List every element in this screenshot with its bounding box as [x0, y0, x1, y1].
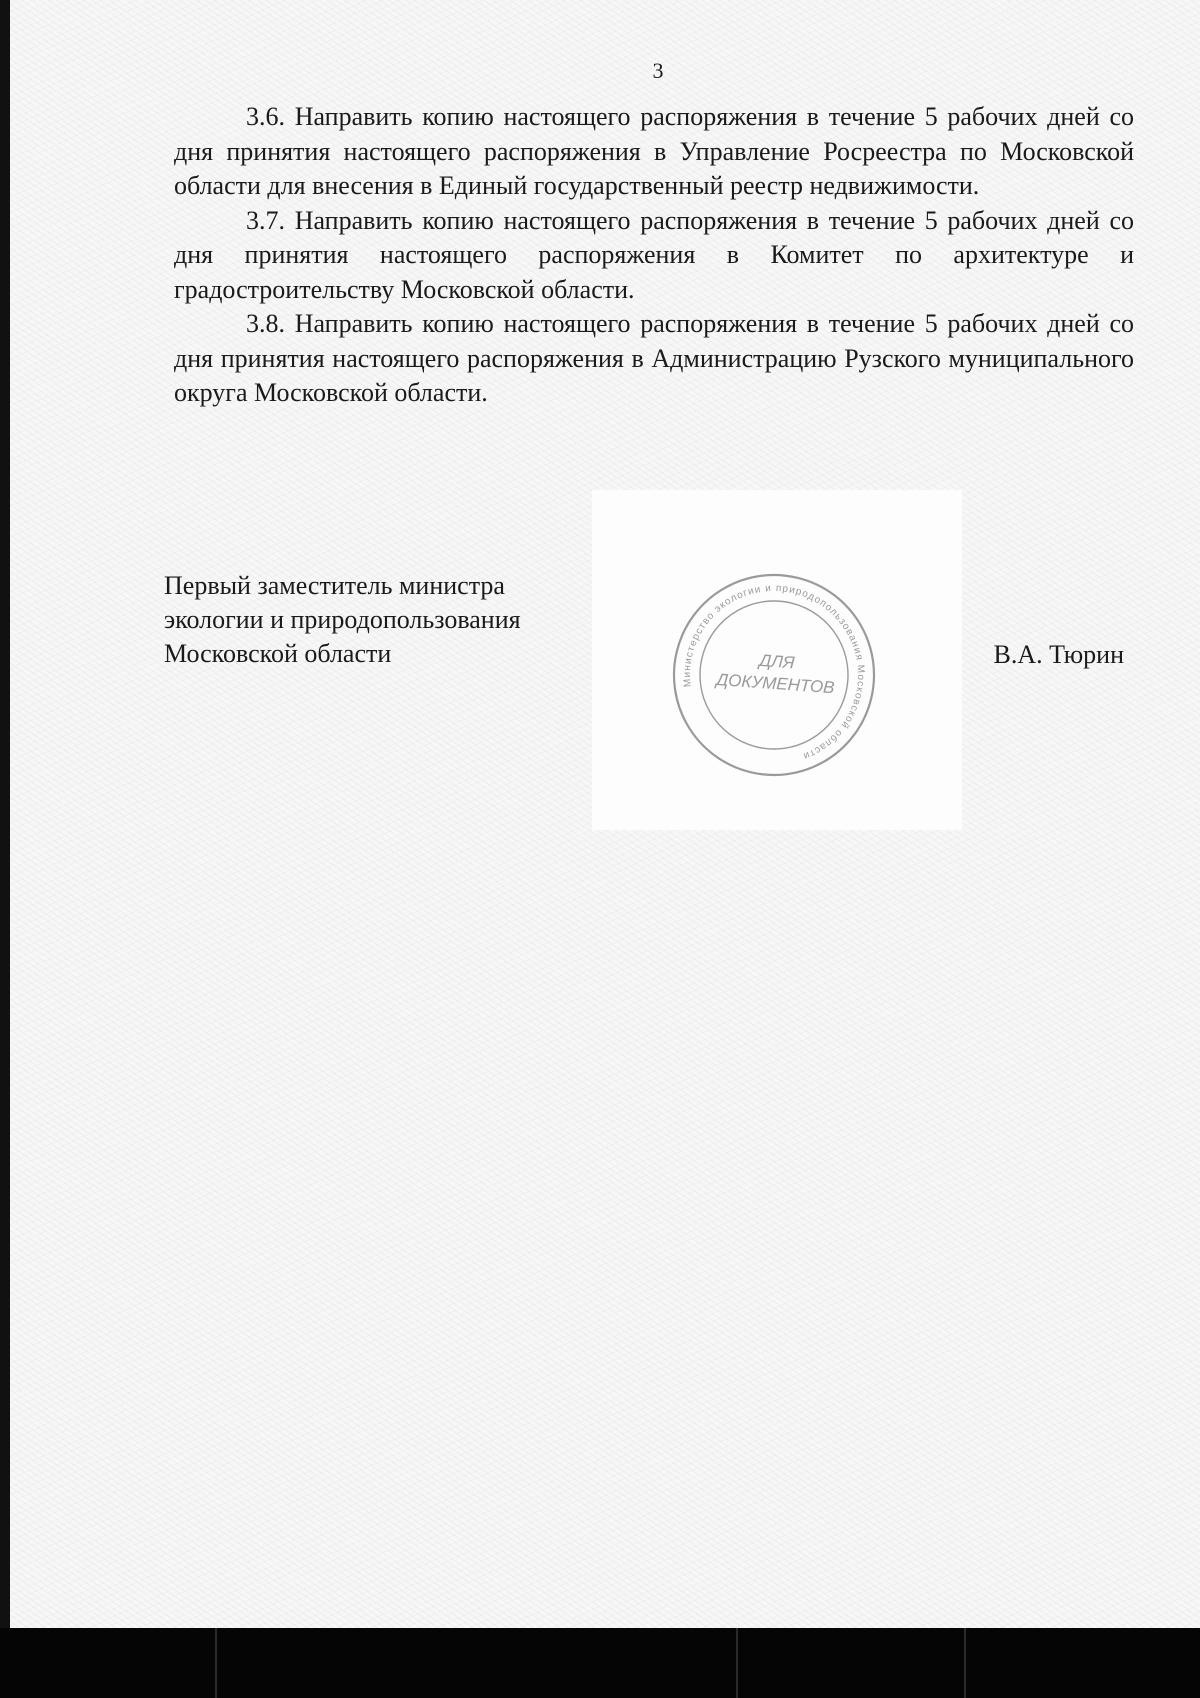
scan-left-edge: [0, 0, 10, 1628]
signatory-position-line-3: Московской области: [164, 639, 392, 668]
signatory-position-line-1: Первый заместитель министра: [164, 571, 505, 600]
page-number: 3: [652, 58, 664, 83]
stamp-center-line-2: ДОКУМЕНТОВ: [715, 670, 836, 698]
stamp-center-line-1: ДЛЯ: [758, 650, 796, 673]
scan-bottom-edge: [0, 1628, 1200, 1698]
official-stamp-seal: [664, 565, 884, 785]
paragraph-3-7: 3.7. Направить копию настоящего распоряжения в течение 5 рабочих дней со дня принятия настоящего распоряжения в Комитет по архитектуре и градостроительству Московской области.: [174, 205, 1134, 304]
scan-streak: [736, 1628, 738, 1698]
document-body: [174, 100, 1134, 411]
stamp-ring-text: Министерство экологии и природопользования Московской области: [681, 582, 867, 762]
scan-streak: [215, 1628, 217, 1698]
signatory-position-line-2: экологии и природопользования: [164, 605, 521, 634]
scan-streak: [964, 1628, 966, 1698]
paragraph-3-8: 3.8. Направить копию настоящего распоряжения в течение 5 рабочих дней со дня принятия настоящего распоряжения в Администрацию Рузского муниципального округа Московской области.: [174, 309, 1134, 407]
paragraph-3-6: 3.6. Направить копию настоящего распоряжения в течение 5 рабочих дней со дня принятия настоящего распоряжения в Управление Росреестра по Московской области для внесения в Единый государственный реестр недвижимости.: [174, 102, 1134, 200]
signatory-name: В.А. Тюрин: [993, 640, 1124, 669]
signatory-position: [164, 569, 584, 671]
